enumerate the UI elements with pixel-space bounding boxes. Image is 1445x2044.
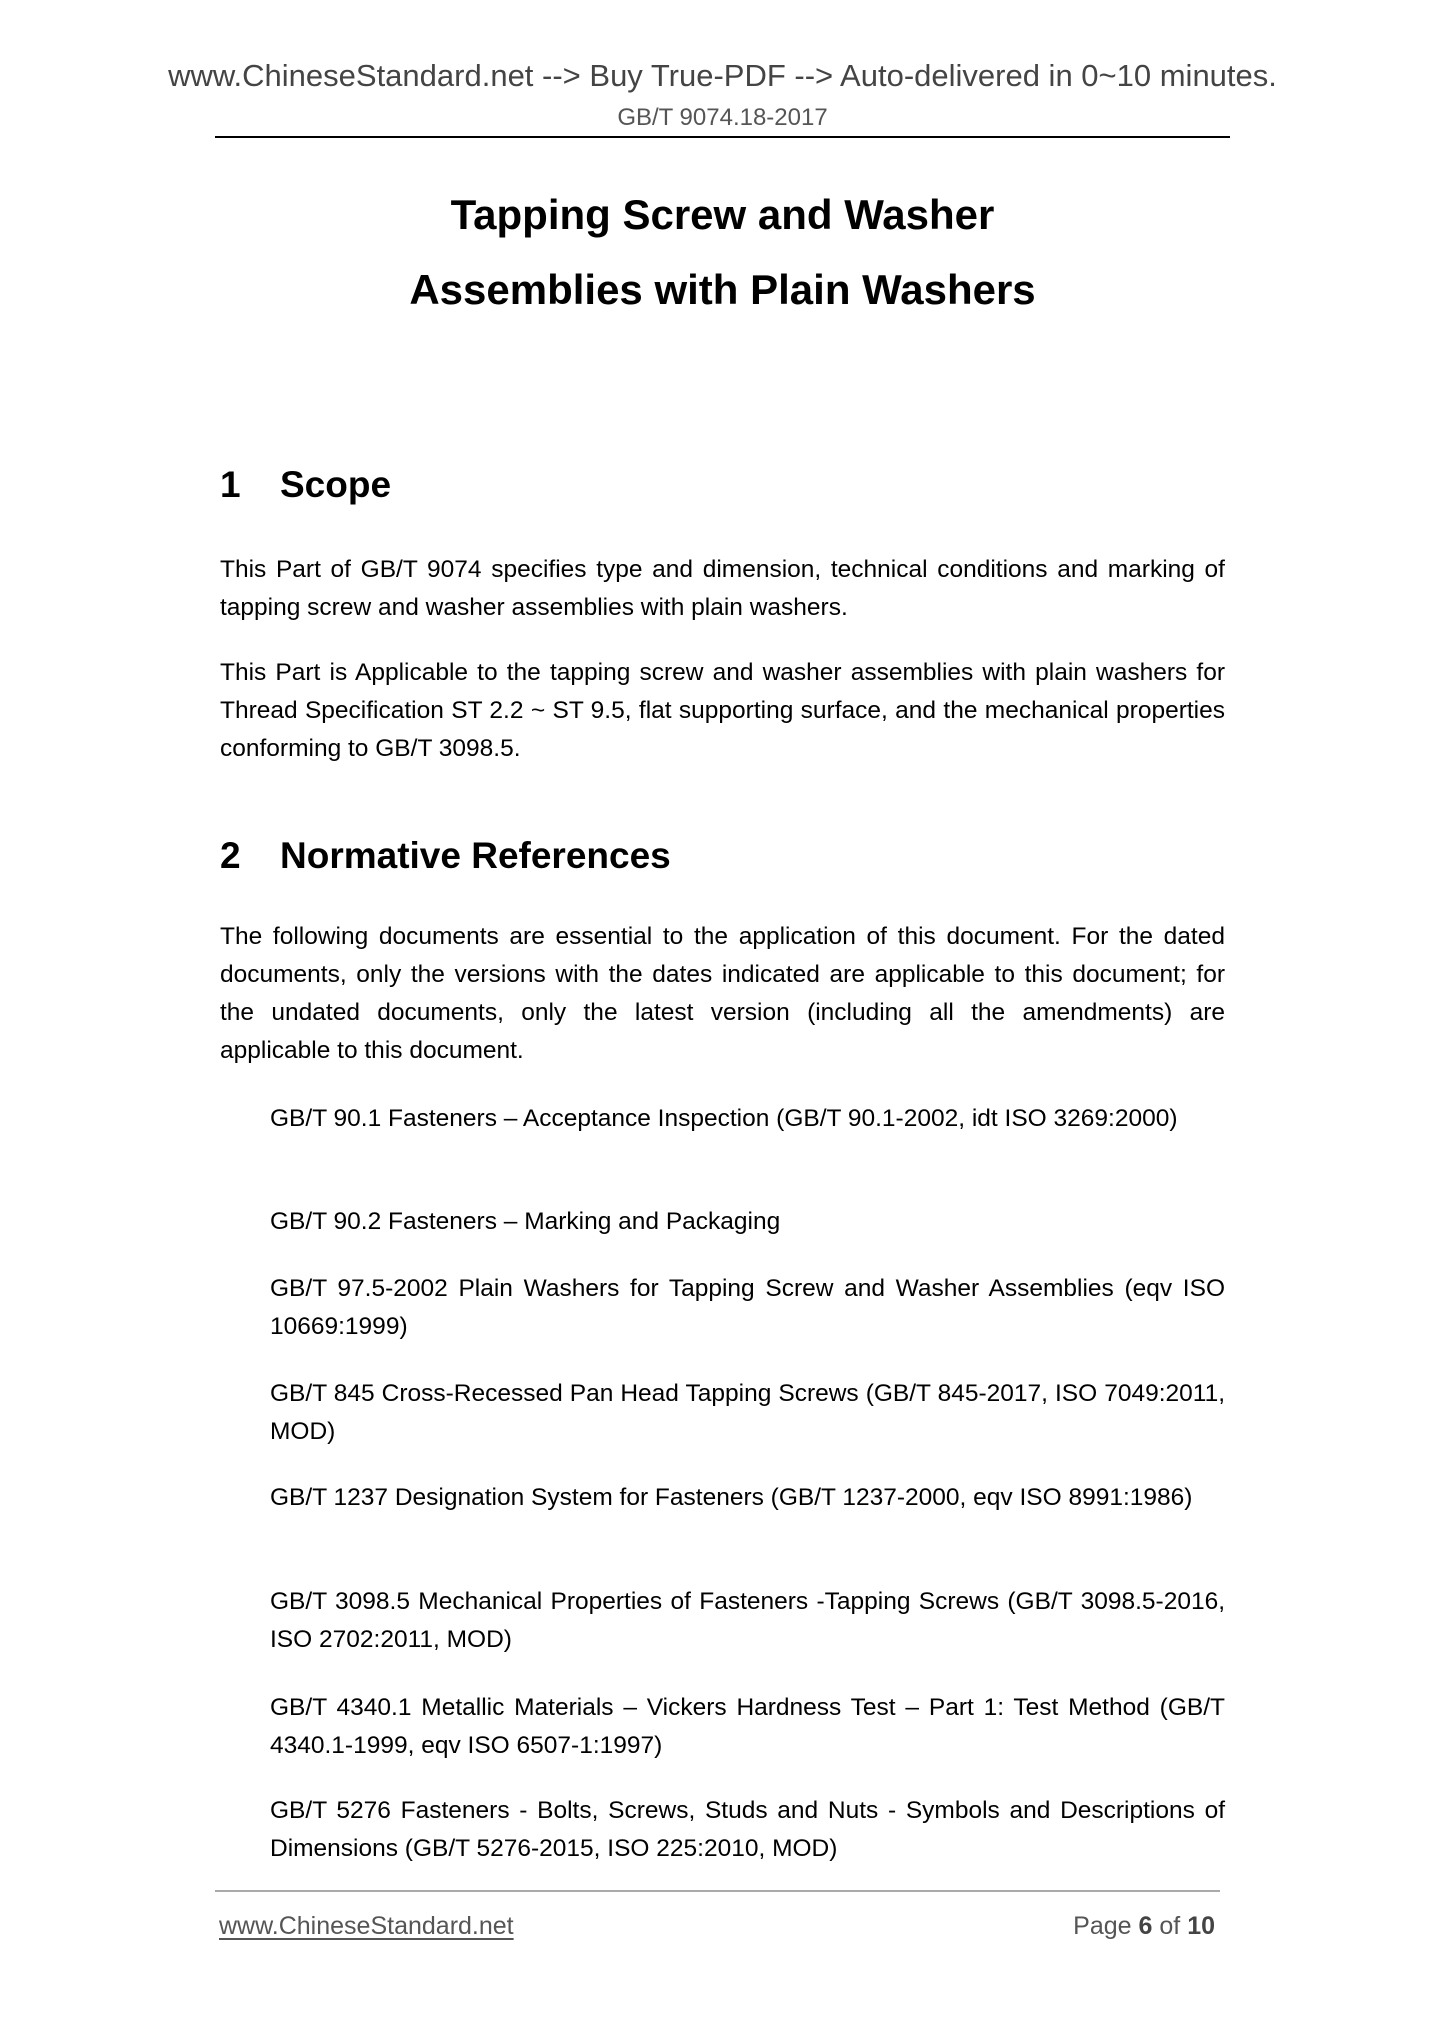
reference-item: GB/T 5276 Fasteners - Bolts, Screws, Studs and Nuts - Symbols and Descriptions of Dimensions (GB/T 5276-2015, ISO 225:2010, MOD) (270, 1797, 1225, 1862)
header-divider (215, 136, 1230, 138)
section-heading-normative-references (220, 834, 671, 878)
footer-site-link[interactable]: www.ChineseStandard.net (219, 1912, 514, 1940)
page-indicator (1073, 1911, 1215, 1941)
reference-item: GB/T 845 Cross-Recessed Pan Head Tapping Screws (GB/T 845-2017, ISO 7049:2011, MOD) (270, 1380, 1225, 1445)
page-of: of (1159, 1912, 1181, 1940)
page-current: 6 (1138, 1912, 1153, 1940)
reference-item: GB/T 4340.1 Metallic Materials – Vickers Hardness Test – Part 1: Test Method (GB/T 4340.1-1999, eqv ISO 6507-1:1997) (270, 1694, 1225, 1759)
reference-item: GB/T 97.5-2002 Plain Washers for Tapping Screw and Washer Assemblies (eqv ISO 10669:1999) (270, 1275, 1225, 1340)
footer-divider (215, 1890, 1220, 1892)
header-banner: www.ChineseStandard.net --> Buy True-PDF --> Auto-delivered in 0~10 minutes. (168, 58, 1277, 93)
normative-intro-paragraph: The following documents are essential to the application of this document. For the dated documents, only the versions with the dates indicated are applicable to this document; for the undated documents, only the latest version (including all the amendments) are applicable to this document. (220, 923, 1225, 1064)
reference-item: GB/T 90.1 Fasteners – Acceptance Inspection (GB/T 90.1-2002, idt ISO 3269:2000) (270, 1105, 1178, 1132)
reference-item: GB/T 3098.5 Mechanical Properties of Fasteners -Tapping Screws (GB/T 3098.5-2016, ISO 2702:2011, MOD) (270, 1588, 1225, 1653)
section-number: 2 (220, 835, 241, 876)
scope-paragraph-1: This Part of GB/T 9074 specifies type and dimension, technical conditions and marking of tapping screw and washer assemblies with plain washers. (220, 556, 1225, 621)
document-title-line-1: Tapping Screw and Washer (450, 191, 995, 238)
section-title: Scope (280, 464, 392, 505)
page-prefix: Page (1073, 1912, 1132, 1940)
section-number: 1 (220, 464, 241, 505)
page-total: 10 (1187, 1912, 1215, 1940)
scope-paragraph-2: This Part is Applicable to the tapping screw and washer assemblies with plain washers for Thread Specification ST 2.2 ~ ST 9.5, flat supporting surface, and the mechanical properties conforming to GB/T 3098.5. (220, 659, 1225, 762)
reference-item: GB/T 1237 Designation System for Fasteners (GB/T 1237-2000, eqv ISO 8991:1986) (270, 1484, 1193, 1511)
section-title: Normative References (280, 835, 671, 876)
standard-code: GB/T 9074.18-2017 (617, 104, 828, 131)
document-title-line-2: Assemblies with Plain Washers (409, 266, 1036, 313)
reference-item: GB/T 90.2 Fasteners – Marking and Packaging (270, 1208, 781, 1235)
section-heading-scope (220, 463, 391, 507)
